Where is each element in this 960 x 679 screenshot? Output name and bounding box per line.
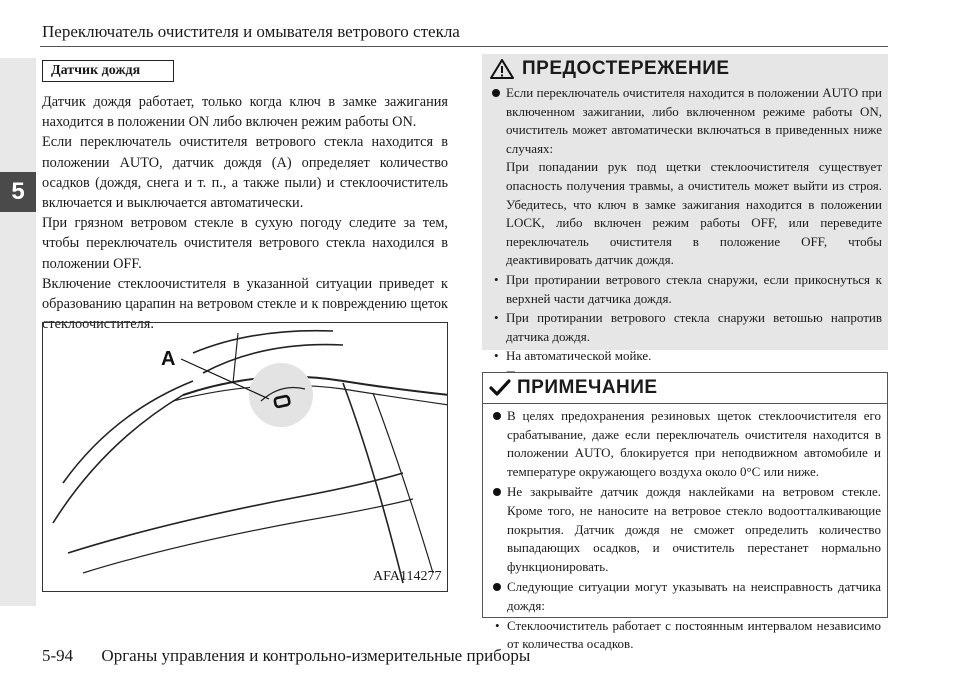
note-title: ПРИМЕЧАНИЕ: [517, 377, 658, 398]
warning-item: Если переключатель очистителя находится в положении AUTO при включенном зажигании, либо включенном режиме работы ON, очиститель может автоматически включаться в приведенных ниже случаях: При попадании рук под щетки стеклоочистителя существует опасность получения травмы, а очиститель может выйти из строя. Убедитесь, что ключ в замке зажигания находится в положении LOCK, либо включен режим работы OFF, или переведите переключатель очистителя в положение OFF, чтобы деактивировать датчик дождя.: [490, 84, 882, 270]
body-paragraph: При грязном ветровом стекле в сухую погоду следите за тем, чтобы переключатель очистителя ветрового стекла находился в положении OFF.: [42, 215, 448, 272]
windshield-illustration: [43, 323, 448, 592]
figure-code: AFA114277: [373, 569, 442, 584]
bullet-dot-icon: [493, 412, 501, 420]
warning-triangle-icon: [490, 58, 514, 80]
note-box: [482, 372, 888, 652]
body-paragraph: Если переключатель очистителя ветрового стекла находится в положении AUTO, датчик дождя (A) определяет количество осадков (дождя, снега и т. п., а также пыли) и стеклоочиститель включается и выключается автоматически.: [42, 134, 448, 212]
note-item: В целях предохранения резиновых щеток стеклоочистителя его срабатывание, даже если переключатель очистителя находится в положении AUTO, блокируется при неподвижном автомобиле и температуре окружающего воздуха около 0°C или ниже.: [491, 407, 881, 481]
checkmark-icon: [489, 379, 511, 397]
page-title: Переключатель очистителя и омывателя ветрового стекла: [42, 22, 460, 41]
figure-label-a: A: [161, 348, 176, 370]
side-strip: [0, 58, 36, 606]
note-sub-item: • Стеклоочиститель работает с постоянным интервалом независимо от количества осадков.: [495, 617, 881, 652]
bullet-dot-icon: [493, 488, 501, 496]
page-number: 5-94: [42, 646, 74, 665]
header-rule: [40, 46, 888, 47]
subheading: Датчик дождя: [42, 60, 174, 82]
page-footer: [42, 646, 530, 666]
body-paragraph: Включение стеклоочистителя в указанной ситуации приведет к образованию царапин на ветровом стекле и к повреждению щеток стеклоочистителя.: [42, 275, 448, 333]
body-text: [42, 92, 448, 334]
warning-sub-item: • На автоматической мойке.: [494, 348, 652, 364]
warning-sub-item: • При протирании ветрового стекла снаружи, если прикоснуться к верхней части датчика дождя.: [494, 271, 882, 306]
note-header: [483, 373, 887, 404]
warning-box: [482, 54, 888, 364]
section-tab: 5: [0, 172, 36, 212]
note-item: Не закрывайте датчик дождя наклейками на ветровом стекле. Кроме того, не наносите на ветровое стекло водоотталкивающие покрытия. Датчик дождя не сможет определить количество выпадающих осадков, и очиститель перестанет нормально функционировать.: [491, 483, 881, 576]
warning-header: [482, 54, 888, 84]
bullet-dot-icon: [492, 89, 500, 97]
note-item: Следующие ситуации могут указывать на неисправность датчика дождя:: [491, 578, 881, 615]
warning-sub-item: • При протирании ветрового стекла снаружи ветошью напротив датчика дождя.: [494, 310, 882, 344]
warning-title: ПРЕДОСТЕРЕЖЕНИЕ: [522, 58, 730, 79]
bullet-dot-icon: [493, 583, 501, 591]
chapter-title: Органы управления и контрольно-измерительные приборы: [101, 646, 531, 665]
windshield-figure: [42, 322, 448, 592]
body-paragraph: Датчик дождя работает, только когда ключ в замке зажигания находится в положении ON либо включен режим работы ON.: [42, 94, 448, 131]
